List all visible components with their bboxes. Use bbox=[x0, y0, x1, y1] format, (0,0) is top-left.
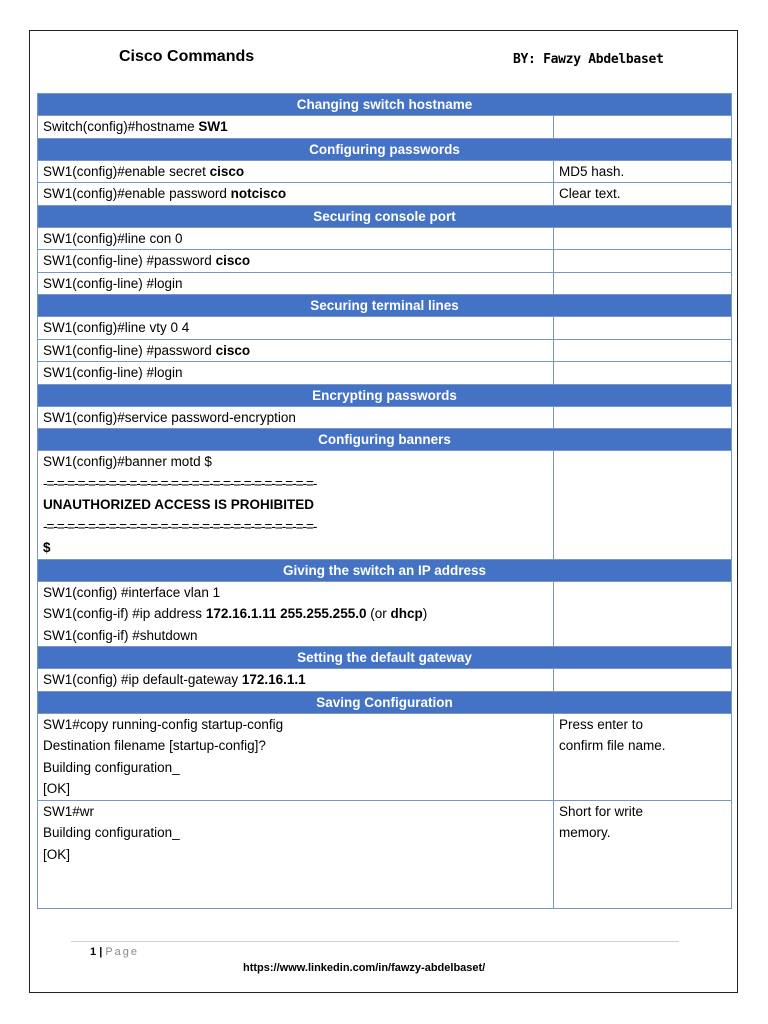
command-text: SW1(config-if) #ip address bbox=[43, 606, 206, 621]
command-line bbox=[43, 116, 548, 138]
command-cell bbox=[38, 669, 554, 692]
command-text: SW1(config-line) #password bbox=[43, 342, 216, 358]
note-cell bbox=[554, 581, 732, 647]
command-text: SW1(config)#service password-encryption bbox=[43, 409, 296, 425]
command-cell bbox=[38, 581, 554, 647]
command-cell bbox=[38, 116, 554, 139]
command-row bbox=[38, 339, 732, 362]
note-cell bbox=[554, 800, 732, 909]
command-line bbox=[43, 273, 548, 295]
note-cell bbox=[554, 317, 732, 340]
section-header-row bbox=[38, 384, 732, 406]
section-heading: Giving the switch an IP address bbox=[38, 559, 732, 581]
page-word: Page bbox=[105, 946, 140, 958]
command-text: (or bbox=[366, 606, 391, 621]
command-line bbox=[43, 183, 548, 205]
command-text: SW1(config-if) #shutdown bbox=[43, 627, 198, 643]
command-line bbox=[43, 582, 548, 604]
command-argument: $ bbox=[43, 540, 51, 555]
command-line bbox=[43, 537, 548, 559]
command-row bbox=[38, 362, 732, 385]
command-line bbox=[43, 865, 548, 887]
note-cell bbox=[554, 713, 732, 800]
command-cell bbox=[38, 713, 554, 800]
command-row bbox=[38, 183, 732, 206]
command-cell bbox=[38, 451, 554, 560]
command-row bbox=[38, 250, 732, 273]
command-line bbox=[43, 757, 548, 779]
command-text: SW1(config)#line vty 0 4 bbox=[43, 320, 190, 335]
command-line bbox=[43, 451, 548, 473]
command-cell bbox=[38, 183, 554, 206]
command-line bbox=[43, 714, 548, 736]
command-argument: cisco bbox=[215, 342, 251, 358]
page-number-value: 1 bbox=[90, 946, 97, 958]
command-cell bbox=[38, 160, 554, 183]
note-cell bbox=[554, 272, 732, 295]
note-cell bbox=[554, 227, 732, 250]
note-cell bbox=[554, 669, 732, 692]
section-heading: Saving Configuration bbox=[38, 691, 732, 713]
command-argument: 172.16.1.1 bbox=[241, 672, 306, 687]
command-line bbox=[43, 317, 548, 339]
command-text: [OK] bbox=[43, 781, 71, 796]
document-title: Cisco Commands bbox=[119, 48, 255, 65]
commands-table bbox=[37, 93, 732, 909]
command-text: SW1#copy running-config startup-config bbox=[43, 716, 284, 732]
command-row bbox=[38, 669, 732, 692]
note-cell bbox=[554, 160, 732, 183]
command-line bbox=[43, 362, 548, 384]
section-heading: Setting the default gateway bbox=[38, 647, 732, 669]
section-header-row bbox=[38, 429, 732, 451]
note-cell bbox=[554, 451, 732, 560]
footer-url: https://www.linkedin.com/in/fawzy-abdelbaset/ bbox=[243, 962, 486, 974]
command-line bbox=[43, 844, 548, 866]
command-row bbox=[38, 451, 732, 560]
command-argument: dhcp bbox=[390, 606, 423, 621]
command-cell bbox=[38, 339, 554, 362]
section-header-row bbox=[38, 205, 732, 227]
section-heading: Configuring banners bbox=[38, 429, 732, 451]
command-line bbox=[43, 250, 548, 272]
command-cell bbox=[38, 362, 554, 385]
command-line bbox=[43, 228, 548, 250]
note-text: Short for write bbox=[559, 803, 644, 819]
command-text: [OK] bbox=[43, 846, 71, 862]
section-heading: Configuring passwords bbox=[38, 138, 732, 160]
command-line bbox=[43, 473, 548, 495]
section-heading: Changing switch hostname bbox=[38, 94, 732, 116]
command-cell bbox=[38, 272, 554, 295]
command-cell bbox=[38, 250, 554, 273]
command-cell bbox=[38, 406, 554, 429]
section-heading: Securing console port bbox=[38, 205, 732, 227]
command-text: Building configuration_ bbox=[43, 825, 180, 840]
command-text: SW1(config)#enable password bbox=[43, 186, 231, 201]
command-text: SW1#wr bbox=[43, 803, 95, 819]
note-cell bbox=[554, 362, 732, 385]
document-author: BY: Fawzy Abdelbaset bbox=[513, 52, 664, 67]
note-cell bbox=[554, 406, 732, 429]
command-argument: cisco bbox=[209, 163, 245, 179]
command-text: SW1(config-line) #password bbox=[43, 253, 216, 268]
command-argument: 172.16.1.11 255.255.255.0 bbox=[205, 606, 367, 621]
command-argument: UNAUTHORIZED ACCESS IS PROHIBITED bbox=[43, 497, 315, 512]
section-header-row bbox=[38, 691, 732, 713]
page-number bbox=[90, 946, 139, 958]
command-row bbox=[38, 800, 732, 909]
command-row bbox=[38, 116, 732, 139]
section-header-row bbox=[38, 295, 732, 317]
commands-table-body bbox=[38, 94, 732, 909]
note-cell bbox=[554, 250, 732, 273]
command-line bbox=[43, 340, 548, 362]
command-row bbox=[38, 406, 732, 429]
command-row bbox=[38, 317, 732, 340]
command-text: ) bbox=[422, 606, 428, 621]
command-argument: cisco bbox=[215, 253, 251, 268]
note-cell bbox=[554, 339, 732, 362]
note-text: Press enter to bbox=[559, 716, 644, 732]
command-line bbox=[43, 407, 548, 429]
command-line bbox=[43, 494, 548, 516]
command-line bbox=[43, 669, 548, 691]
command-line bbox=[43, 161, 548, 183]
command-line bbox=[43, 603, 548, 625]
section-heading: Securing terminal lines bbox=[38, 295, 732, 317]
note-text: memory. bbox=[559, 825, 611, 840]
command-line bbox=[43, 778, 548, 800]
command-line bbox=[43, 735, 548, 757]
command-text: SW1(config-line) #login bbox=[43, 275, 183, 291]
command-text: -=-=-=-=-=-=-=-=-=-=-=-=-=-=-=-=-=-=-=-=-=-=-=-=-=-=- bbox=[43, 518, 317, 534]
command-text: SW1(config) #ip default-gateway bbox=[43, 672, 242, 687]
note-text: Clear text. bbox=[559, 186, 621, 201]
command-row bbox=[38, 272, 732, 295]
command-line bbox=[43, 801, 548, 823]
note-cell bbox=[554, 183, 732, 206]
footer-divider bbox=[71, 941, 679, 942]
command-cell bbox=[38, 227, 554, 250]
command-cell bbox=[38, 800, 554, 909]
command-row bbox=[38, 713, 732, 800]
command-text: Destination filename [startup-config]? bbox=[43, 738, 266, 753]
command-argument: SW1 bbox=[198, 119, 228, 134]
section-header-row bbox=[38, 94, 732, 116]
note-text: confirm file name. bbox=[559, 738, 666, 753]
section-header-row bbox=[38, 647, 732, 669]
command-line bbox=[43, 887, 548, 909]
command-text: Switch(config)#hostname bbox=[43, 119, 199, 134]
command-row bbox=[38, 581, 732, 647]
command-text: SW1(config)#banner motd $ bbox=[43, 454, 212, 469]
page-number-separator: | bbox=[99, 946, 103, 958]
command-row bbox=[38, 160, 732, 183]
command-text: -=-=-=-=-=-=-=-=-=-=-=-=-=-=-=-=-=-=-=-=-=-=-=-=-=-=- bbox=[43, 475, 317, 491]
command-row bbox=[38, 227, 732, 250]
command-text: SW1(config)#enable secret bbox=[43, 163, 210, 179]
command-text: SW1(config) #interface vlan 1 bbox=[43, 584, 221, 600]
section-header-row bbox=[38, 559, 732, 581]
command-text: SW1(config-line) #login bbox=[43, 365, 183, 380]
section-heading: Encrypting passwords bbox=[38, 384, 732, 406]
command-argument: notcisco bbox=[230, 186, 287, 201]
command-text: SW1(config)#line con 0 bbox=[43, 230, 183, 246]
command-line bbox=[43, 516, 548, 538]
section-header-row bbox=[38, 138, 732, 160]
command-line bbox=[43, 625, 548, 647]
command-text: Building configuration_ bbox=[43, 759, 180, 775]
command-line bbox=[43, 822, 548, 844]
note-cell bbox=[554, 116, 732, 139]
command-cell bbox=[38, 317, 554, 340]
note-text: MD5 hash. bbox=[559, 163, 625, 179]
